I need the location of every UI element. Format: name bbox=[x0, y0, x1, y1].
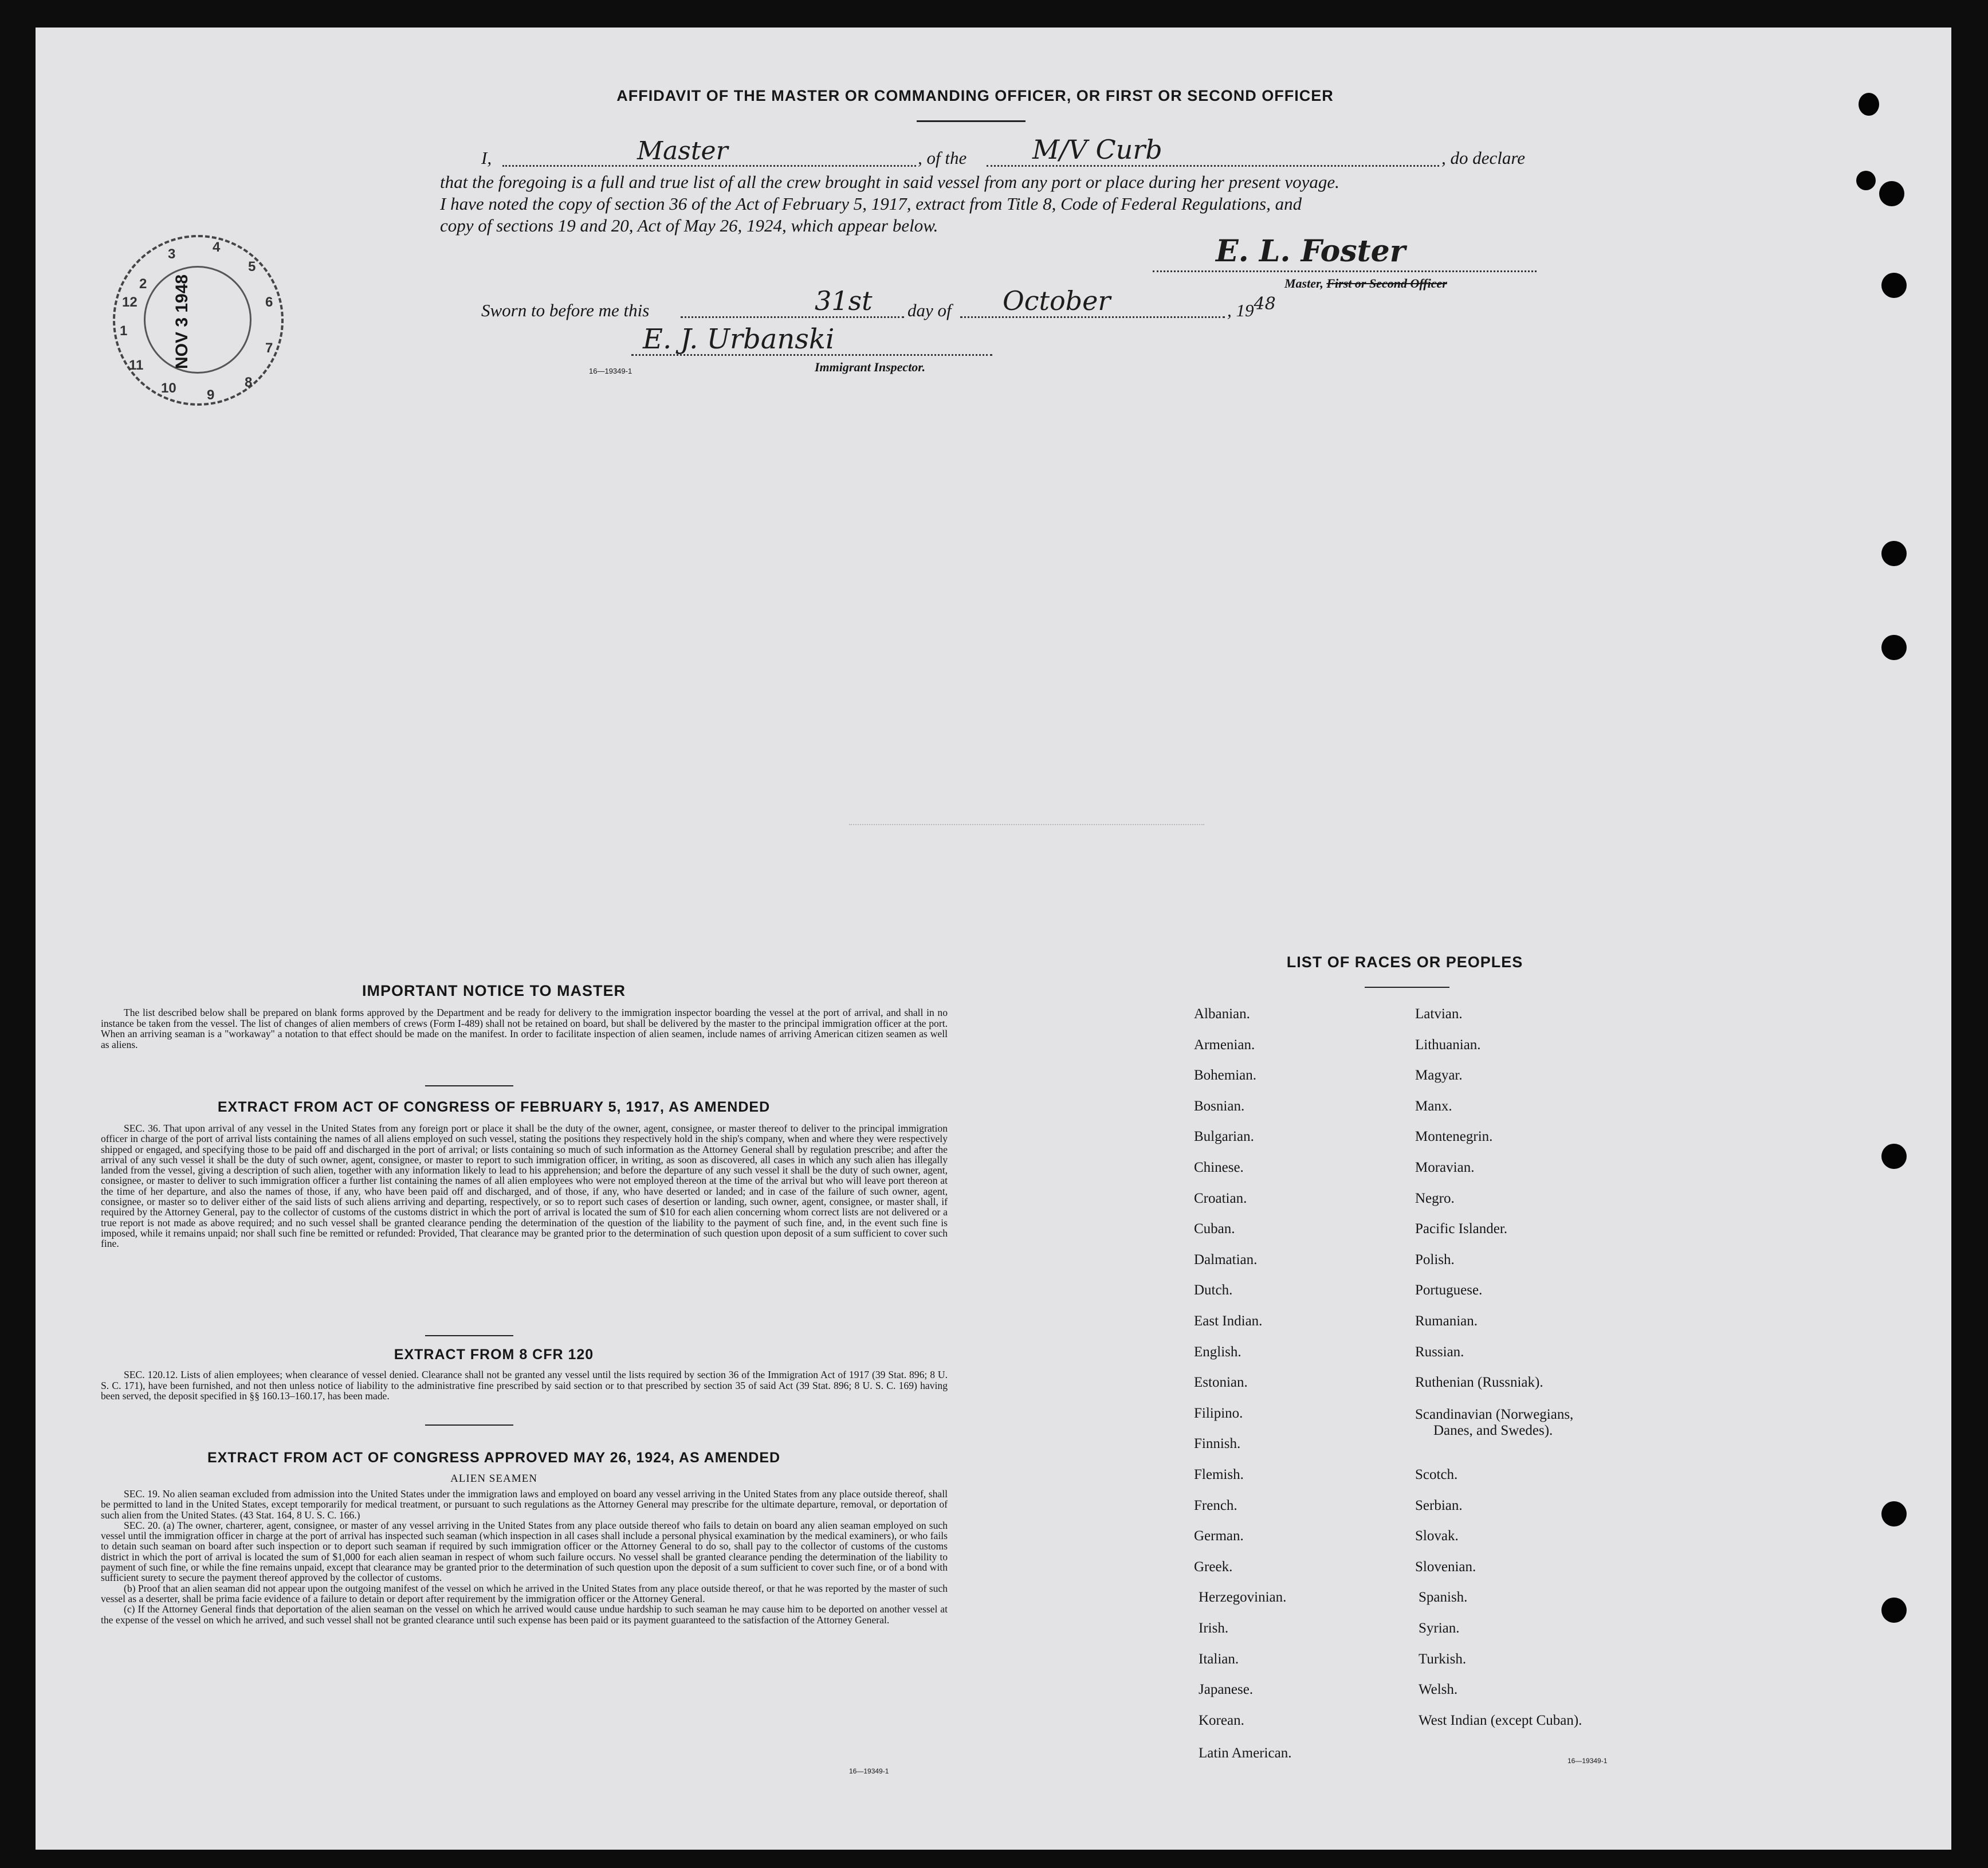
stamp-number: 7 bbox=[265, 340, 273, 356]
race-item: Estonian. bbox=[1194, 1375, 1248, 1391]
race-item: German. bbox=[1194, 1528, 1244, 1544]
affidavit-title: AFFIDAVIT OF THE MASTER OR COMMANDING OFFICER, OR FIRST OR SECOND OFFICER bbox=[616, 87, 1334, 104]
race-item: Dalmatian. bbox=[1194, 1251, 1258, 1267]
year-text bbox=[1227, 294, 1276, 321]
affidavit-line-4: copy of sections 19 and 20, Act of May 26, 1924, which appear below. bbox=[440, 215, 938, 236]
extract-1917-body bbox=[101, 1123, 948, 1249]
sec20b-paragraph: (b) Proof that an alien seaman did not appear upon the outgoing manifest of the vessel on which he arrived in the United States from any place outside thereof, or that he was reported by the master of such vessel as a deserter, shall be prima facie evidence of a failure to detain or deport after requirement by the immigration officer or the Attorney General. bbox=[101, 1582, 948, 1604]
race-item: Welsh. bbox=[1419, 1682, 1458, 1698]
binder-hole bbox=[1859, 93, 1879, 116]
sworn-day-handwritten: 31st bbox=[815, 285, 873, 316]
do-declare-text: , do declare bbox=[1441, 148, 1526, 168]
race-item: Danes, and Swedes). bbox=[1433, 1422, 1553, 1438]
extract-form-number: 16—19349-1 bbox=[849, 1767, 889, 1775]
notice-paragraph: The list described below shall be prepared on blank forms approved by the Department and be ready for delivery to the immigration inspector boarding the vessel at the port of arrival, and shall in no instance be taken from the vessel. The list of changes of alien members of crews (Form I-489) shall not be retained on board, but shall be delivered by the master to the principal immigration officer at the port. When an arriving seaman is a "workaway" a notation to that effect should be made on the manifest. In order to facilitate inspection of alien seamen, include names of arriving American citizen seamen as well as aliens. bbox=[101, 1007, 948, 1050]
race-item: Russian. bbox=[1415, 1344, 1464, 1360]
race-item: Slovenian. bbox=[1415, 1559, 1476, 1575]
race-item: Bulgarian. bbox=[1194, 1129, 1254, 1145]
race-item: Cuban. bbox=[1194, 1221, 1235, 1237]
race-item: Herzegovinian. bbox=[1199, 1590, 1287, 1606]
date-stamp bbox=[113, 235, 284, 406]
race-item: French. bbox=[1194, 1497, 1237, 1513]
section-rule bbox=[425, 1424, 513, 1426]
date-stamp-inner bbox=[144, 266, 252, 374]
race-item: Chinese. bbox=[1194, 1160, 1244, 1175]
binder-hole bbox=[1881, 1144, 1907, 1169]
race-item: Moravian. bbox=[1415, 1160, 1475, 1175]
race-item: Negro. bbox=[1415, 1190, 1455, 1206]
race-item: Magyar. bbox=[1415, 1068, 1463, 1084]
stamp-number: 5 bbox=[248, 259, 256, 274]
stamp-number: 11 bbox=[129, 358, 144, 373]
signer-title-master: Master, bbox=[1284, 276, 1323, 291]
binder-hole bbox=[1881, 541, 1907, 566]
race-item: Finnish. bbox=[1194, 1436, 1241, 1452]
race-item: Japanese. bbox=[1199, 1682, 1254, 1698]
extract-1924-body bbox=[101, 1489, 948, 1625]
title-rule bbox=[917, 120, 1026, 122]
race-item: Portuguese. bbox=[1415, 1282, 1483, 1298]
binder-hole bbox=[1881, 635, 1907, 660]
race-item: Greek. bbox=[1194, 1559, 1233, 1575]
year-handwritten: 48 bbox=[1254, 294, 1276, 314]
sworn-text: Sworn to before me this bbox=[481, 300, 650, 320]
affidavit-line-3: I have noted the copy of section 36 of the Act of February 5, 1917, extract from Title 8, Code of Federal Regulations, and bbox=[440, 194, 1302, 214]
declarant-handwritten: Master bbox=[637, 136, 728, 166]
race-item: Turkish. bbox=[1419, 1651, 1467, 1667]
notice-title: IMPORTANT NOTICE TO MASTER bbox=[362, 982, 626, 999]
race-item: Montenegrin. bbox=[1415, 1129, 1493, 1145]
section-rule bbox=[425, 1335, 513, 1336]
race-item: Serbian. bbox=[1415, 1497, 1463, 1513]
race-item: Armenian. bbox=[1194, 1037, 1255, 1053]
race-item: Filipino. bbox=[1194, 1405, 1243, 1421]
sec20a-paragraph: SEC. 20. (a) The owner, charterer, agent, consignee, or master of any vessel arriving in the United States from any place outside thereof who fails to detain on board any alien seaman employed on such vessel until the immigration officer in charge at the port of arrival has inspected such seaman (which inspection in all cases shall include a personal physical examination by the medical examiners), or who fails to detain such seaman on board after such inspection or to deport such seaman if required by such immigration officer or the Attorney General to do so, shall pay to the collector of customs of the customs district in which the port of arrival is located the sum of $1,000 for each alien seaman in respect of whom such failure occurs. No vessel shall be granted clearance pending the determination of the liability to payment of such fine, or while the fine remains unpaid, except that clearance may be granted prior to the determination of such question upon the deposit of a sum sufficient to cover such fine, or of a bond with sufficient surety to secure the payment thereof approved by the collector of customs. bbox=[101, 1519, 948, 1584]
race-item: Spanish. bbox=[1419, 1590, 1468, 1606]
race-item: East Indian. bbox=[1194, 1313, 1263, 1329]
race-item: West Indian (except Cuban). bbox=[1419, 1712, 1582, 1728]
day-of-text: day of bbox=[907, 300, 952, 320]
vessel-handwritten: M/V Curb bbox=[1032, 134, 1162, 165]
extract-1917-title: EXTRACT FROM ACT OF CONGRESS OF FEBRUARY 5, 1917, AS AMENDED bbox=[217, 1099, 771, 1115]
binder-hole bbox=[1881, 273, 1907, 298]
race-item: Croatian. bbox=[1194, 1190, 1247, 1206]
race-item: Manx. bbox=[1415, 1098, 1452, 1114]
race-item: English. bbox=[1194, 1344, 1241, 1360]
race-item: Ruthenian (Russniak). bbox=[1415, 1375, 1543, 1391]
binder-hole bbox=[1856, 171, 1876, 190]
race-item: Albanian. bbox=[1194, 1006, 1250, 1022]
race-item: Bosnian. bbox=[1194, 1098, 1245, 1114]
races-title-rule bbox=[1365, 987, 1449, 988]
race-item: Slovak. bbox=[1415, 1528, 1459, 1544]
year-prefix: , 19 bbox=[1227, 300, 1254, 320]
vessel-line bbox=[987, 165, 1439, 167]
stamp-number: 12 bbox=[122, 295, 137, 310]
extract-1924-title: EXTRACT FROM ACT OF CONGRESS APPROVED MAY 26, 1924, AS AMENDED bbox=[207, 1450, 781, 1466]
stamp-number: 9 bbox=[207, 387, 215, 403]
signature-line bbox=[1153, 270, 1537, 272]
sworn-month-line bbox=[960, 316, 1225, 318]
master-signature: E. L. Foster bbox=[1216, 234, 1406, 269]
document-page bbox=[36, 28, 1951, 1850]
race-item: Flemish. bbox=[1194, 1467, 1244, 1482]
extract-cfr-title: EXTRACT FROM 8 CFR 120 bbox=[394, 1347, 594, 1363]
inspector-title: Immigrant Inspector. bbox=[815, 360, 926, 374]
sec20c-paragraph: (c) If the Attorney General finds that deportation of the alien seaman on the vessel on which he arrived would cause undue hardship to such seaman he may cause him to be deported on another vessel at the expense of the vessel on which he arrived, and such vessel shall not be granted clearance until such expense has been paid or its payment guaranteed to the satisfaction of the Attorney General. bbox=[101, 1603, 948, 1626]
race-item: Scandinavian (Norwegians, bbox=[1415, 1406, 1574, 1422]
binder-hole bbox=[1879, 181, 1904, 206]
section-rule bbox=[425, 1085, 513, 1086]
race-item: Pacific Islander. bbox=[1415, 1221, 1508, 1237]
inspector-line bbox=[631, 354, 992, 356]
notice-body bbox=[101, 1007, 948, 1050]
of-the-text: , of the bbox=[918, 148, 967, 168]
races-title: LIST OF RACES OR PEOPLES bbox=[1286, 953, 1523, 971]
race-item: Dutch. bbox=[1194, 1282, 1233, 1298]
affidavit-form-number: 16—19349-1 bbox=[589, 367, 632, 375]
extract-1917-paragraph: SEC. 36. That upon arrival of any vessel in the United States from any foreign port or place it shall be the duty of the owner, agent, consignee, or master thereof to deliver to the principal immigration officer in charge of the port of arrival lists containing the names of all aliens employed on such vessel, stating the positions they respectively hold in the ship's company, when and where they were respectively shipped or engaged, and specifying those to be paid off and discharged in the port of arrival; or lists containing so much of such information as the Attorney General shall by regulation prescribe; and after the arrival of any such vessel it shall be the duty of such owner, agent, consignee, or master to report to such immigration officer, in writing, as soon as discovered, all cases in which any such alien has illegally landed from the vessel, giving a description of such alien, together with any information likely to lead to his apprehension; and before the departure of any such vessel it shall be the duty of such owner, agent, consignee, or master to deliver to such immigration officer a further list containing the names of all alien employees who were not employed thereon at the time of the arrival but who will leave port thereon at the time of her departure, and also the names of those, if any, who have been paid off and discharged, and of those, if any, who have deserted or landed; and in case of the failure of such owner, agent, consignee, or master so to deliver either of the said lists of such aliens arriving and departing, respectively, or so to report such cases of desertion or landing, such owner, agent, consignee, or master shall, if required by the Attorney General, pay to the collector of customs of the customs district in which the port of arrival is located the sum of $10 for each alien concerning whom correct lists are not delivered or a true report is not made as above required; and no such vessel shall be granted clearance pending the determination of the question of the liability to the payment of such fine, and, in the event such fine is imposed, while it remains unpaid; nor shall such fine be remitted or refunded: Provided, That clearance may be granted prior to the determination of such question upon deposit of a sum sufficient to cover such fine. bbox=[101, 1123, 948, 1250]
race-item: Latvian. bbox=[1415, 1006, 1463, 1022]
binder-hole bbox=[1881, 1501, 1907, 1526]
race-item: Latin American. bbox=[1199, 1745, 1292, 1761]
extract-1924-subtitle: ALIEN SEAMEN bbox=[450, 1473, 537, 1485]
extract-cfr-body bbox=[101, 1369, 948, 1402]
stamp-number: 3 bbox=[168, 246, 176, 262]
races-form-number: 16—19349-1 bbox=[1567, 1757, 1608, 1765]
race-item: Rumanian. bbox=[1415, 1313, 1478, 1329]
race-item: Korean. bbox=[1199, 1712, 1244, 1728]
stamp-number: 6 bbox=[265, 295, 273, 310]
stamp-number: 10 bbox=[161, 380, 176, 396]
binder-hole bbox=[1881, 1598, 1907, 1623]
stamp-date: NOV 3 1948 bbox=[172, 274, 191, 369]
signer-title bbox=[1284, 276, 1447, 291]
sworn-month-handwritten: October bbox=[1003, 285, 1111, 316]
signer-title-struck: First or Second Officer bbox=[1326, 276, 1447, 291]
race-item: Lithuanian. bbox=[1415, 1037, 1481, 1053]
sec19-paragraph: SEC. 19. No alien seaman excluded from admission into the United States under the immigration laws and employed on board any vessel arriving in the United States from any place outside thereof, shall be permitted to land in the United States, except temporarily for medical treatment, or pursuant to such regulations as the Attorney General may prescribe for the ultimate departure, removal, or deportation of such alien from the United States. (43 Stat. 164, 8 U. S. C. 166.) bbox=[101, 1488, 948, 1521]
affidavit-line-2: that the foregoing is a full and true list of all the crew brought in said vessel from any port or place during her present voyage. bbox=[440, 172, 1339, 192]
scan-artifact bbox=[849, 824, 1204, 825]
race-item: Italian. bbox=[1199, 1651, 1239, 1667]
sworn-day-line bbox=[681, 316, 904, 318]
race-item: Syrian. bbox=[1419, 1620, 1460, 1636]
race-item: Bohemian. bbox=[1194, 1068, 1257, 1084]
stamp-number: 1 bbox=[120, 323, 128, 339]
stamp-number: 2 bbox=[139, 276, 147, 292]
stamp-number: 8 bbox=[245, 375, 253, 390]
extract-cfr-paragraph: SEC. 120.12. Lists of alien employees; when clearance of vessel denied. Clearance shall not be granted any vessel until the lists required by section 36 of the Immigration Act of 1917 (39 Stat. 896; 8 U. S. C. 171), have been furnished, and not then unless notice of liability to the administrative fine prescribed by said section or to that prescribed by section 35 of said Act (39 Stat. 896; 8 U. S. C. 169) having been served, the deposit specified in §§ 160.13–160.17, has been made. bbox=[101, 1369, 948, 1402]
race-item: Irish. bbox=[1199, 1620, 1229, 1636]
race-item: Polish. bbox=[1415, 1251, 1455, 1267]
affidavit-i: I, bbox=[481, 148, 492, 168]
stamp-number: 4 bbox=[213, 240, 221, 255]
race-item: Scotch. bbox=[1415, 1467, 1458, 1482]
inspector-signature: E. J. Urbanski bbox=[643, 323, 835, 355]
